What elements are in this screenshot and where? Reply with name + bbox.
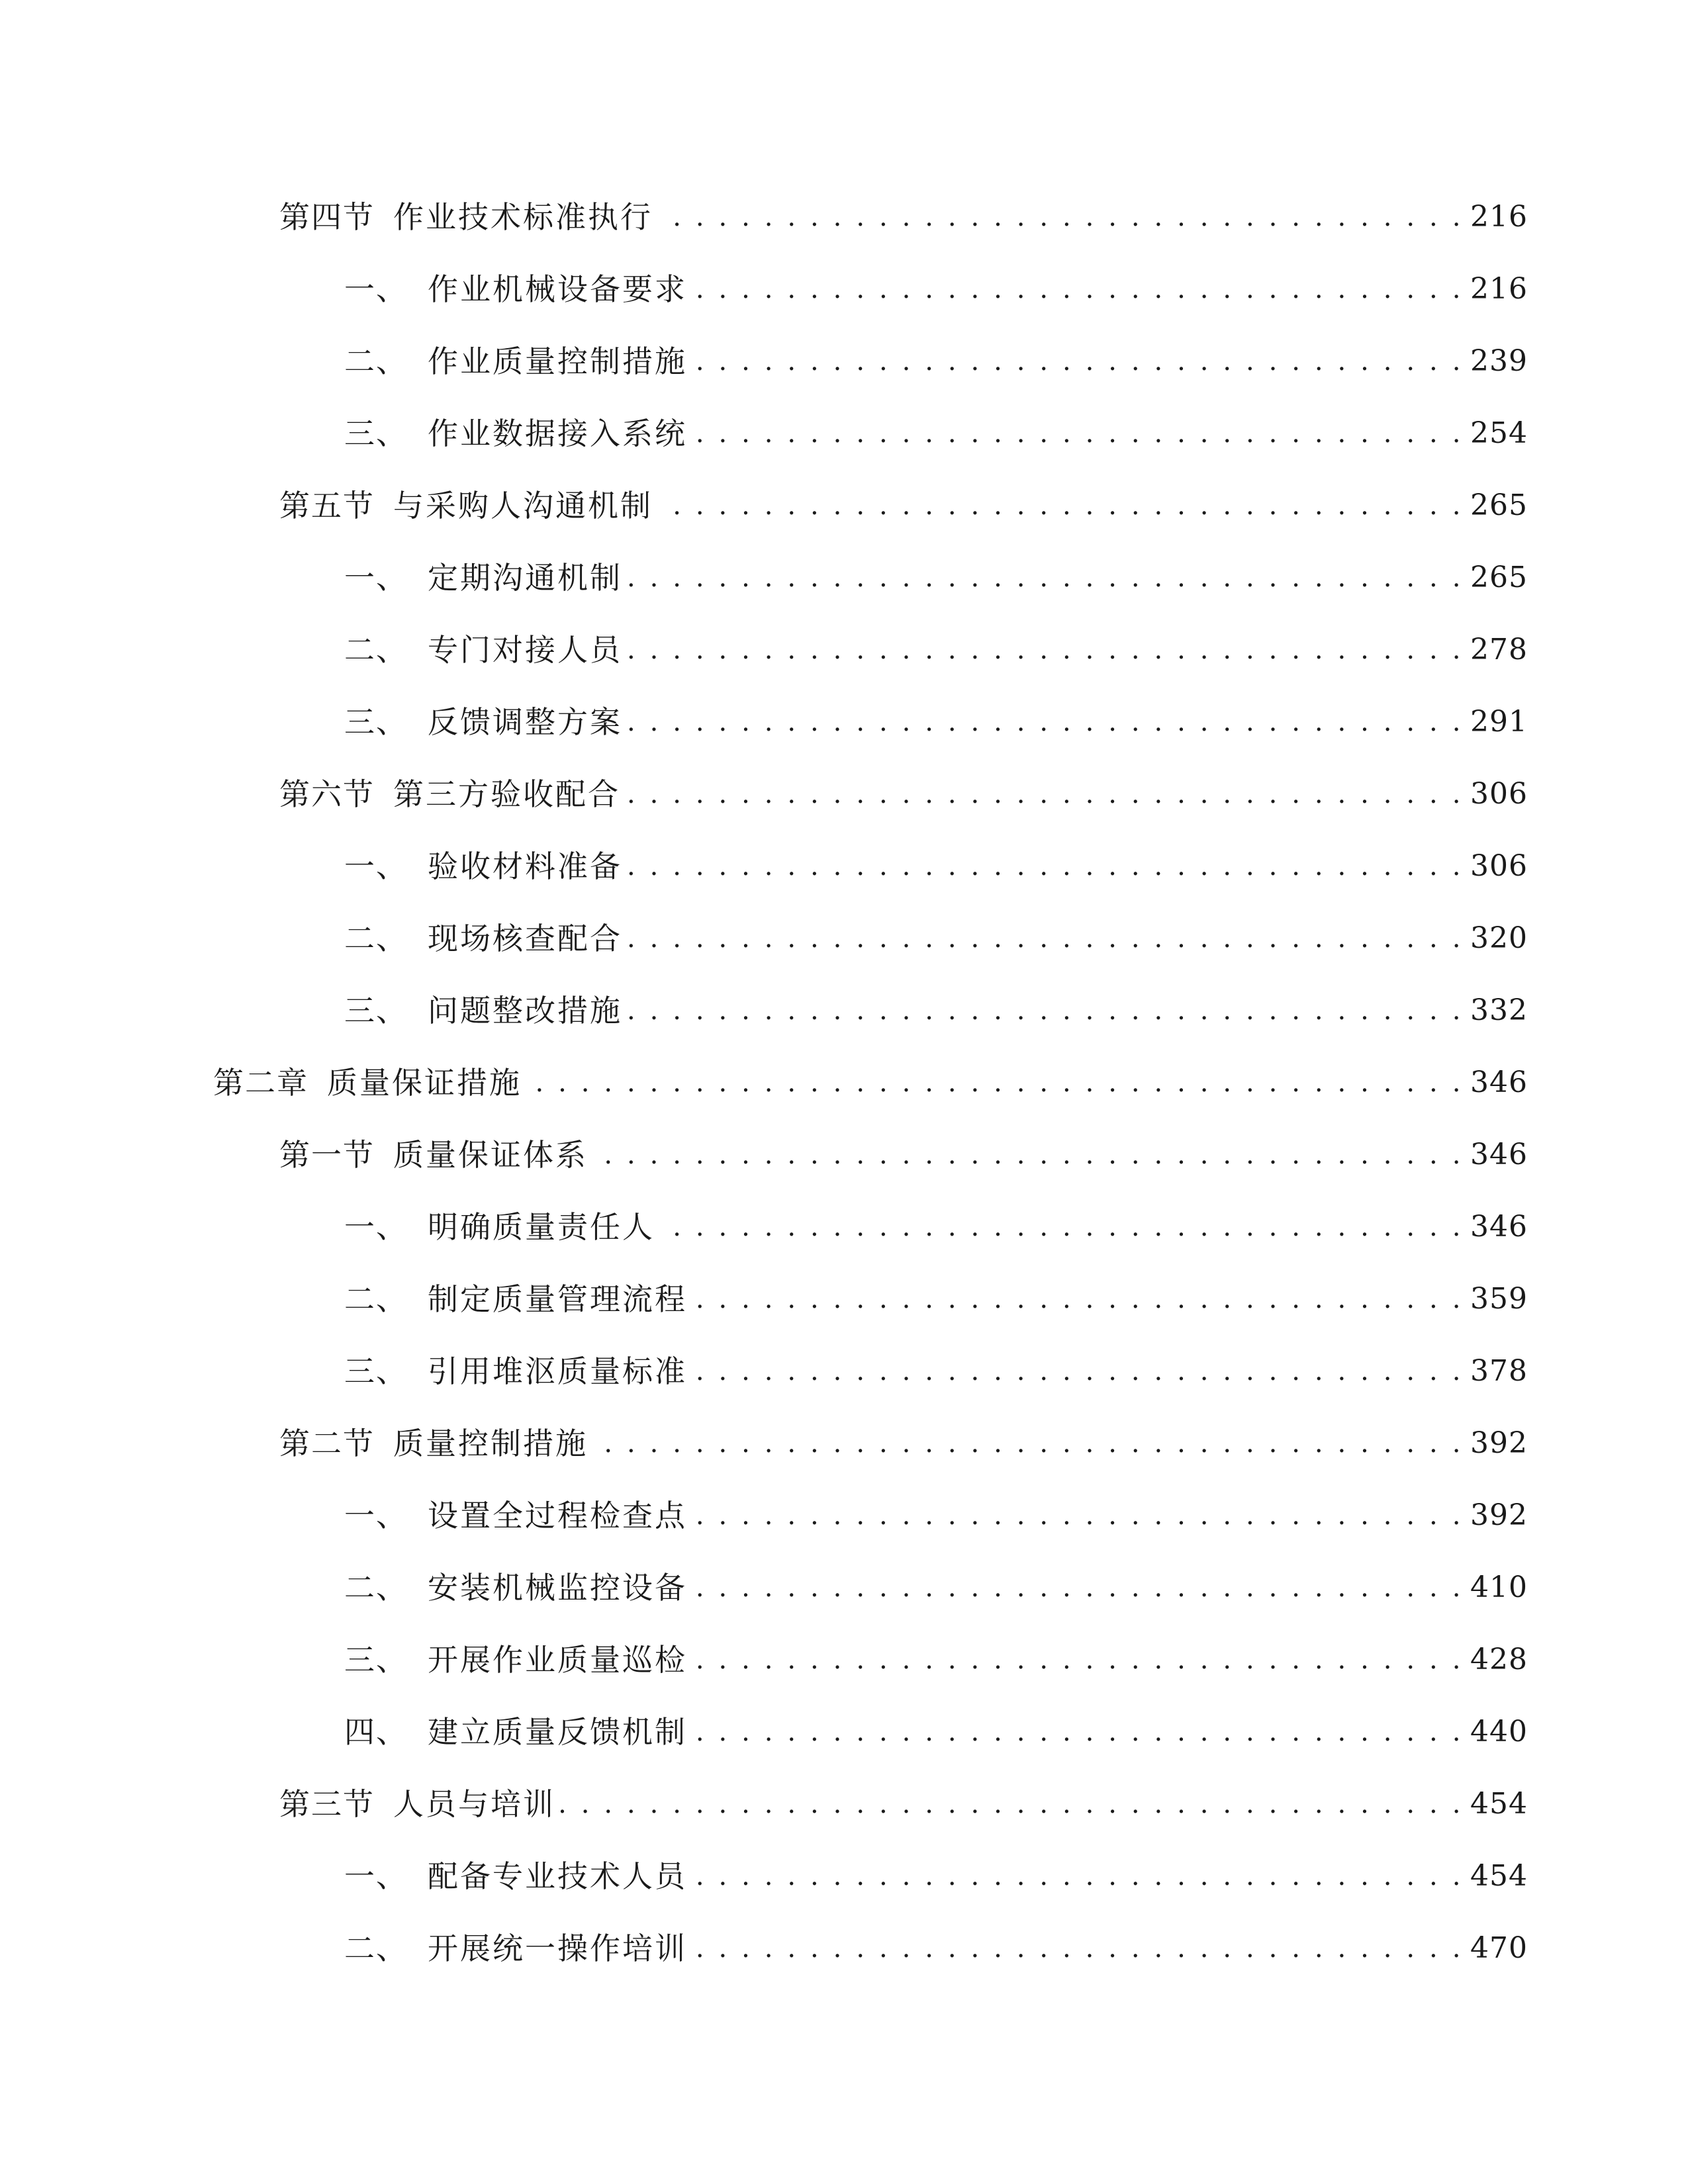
toc-entry-title: 作业质量控制措施 — [428, 343, 687, 379]
dot-leader — [692, 1633, 1464, 1686]
toc-entry-title: 现场核查配合 — [428, 921, 622, 956]
toc-entry-number: 三、 — [344, 416, 408, 451]
toc-entry-page-number: 454 — [1470, 1787, 1528, 1821]
dot-leader — [626, 768, 1464, 821]
dot-leader — [692, 335, 1464, 388]
toc-entry[interactable] — [344, 696, 1528, 749]
toc-entry[interactable] — [344, 1633, 1528, 1686]
toc-entry[interactable] — [344, 1706, 1528, 1758]
toc-entry-number: 二、 — [344, 1281, 408, 1317]
toc-entry-number: 三、 — [344, 1642, 408, 1678]
toc-entry-title: 与采购人沟通机制 — [393, 488, 653, 523]
toc-entry-number: 二、 — [344, 632, 408, 668]
toc-entry-title: 设置全过程检查点 — [428, 1498, 687, 1533]
toc-entry-number: 第四节 — [279, 199, 375, 235]
toc-entry-number: 二、 — [344, 343, 408, 379]
dot-leader — [692, 1489, 1464, 1542]
toc-entry-number: 四、 — [344, 1714, 408, 1750]
toc-entry-page-number: 428 — [1470, 1643, 1528, 1676]
toc-entry[interactable] — [279, 768, 1528, 821]
dot-leader — [628, 551, 1464, 604]
toc-entry-number: 第三节 — [279, 1786, 375, 1822]
toc-entry-page-number: 291 — [1470, 705, 1528, 739]
toc-entry-title: 开展作业质量巡检 — [428, 1642, 687, 1678]
dot-leader — [692, 1922, 1464, 1975]
toc-entry[interactable] — [279, 191, 1528, 244]
toc-entry-title: 作业技术标准执行 — [393, 199, 653, 235]
toc-entry-number: 第二节 — [279, 1426, 375, 1461]
toc-entry-number: 第二章 — [213, 1065, 308, 1101]
dot-leader — [692, 1850, 1464, 1903]
toc-entry-number: 一、 — [344, 560, 408, 596]
toc-entry-title: 安装机械监控设备 — [428, 1570, 687, 1606]
dot-leader — [692, 1345, 1464, 1398]
toc-entry-title: 人员与培训 — [393, 1786, 555, 1822]
dot-leader — [628, 623, 1464, 676]
toc-entry[interactable] — [344, 1273, 1528, 1326]
toc-entry[interactable] — [344, 1345, 1528, 1398]
dot-leader — [658, 479, 1464, 532]
toc-entry-page-number: 216 — [1470, 272, 1528, 306]
toc-entry-number: 一、 — [344, 271, 408, 307]
dot-leader — [527, 1056, 1464, 1109]
dot-leader — [561, 1778, 1464, 1831]
toc-entry[interactable] — [344, 1922, 1528, 1975]
toc-entry-title: 作业数据接入系统 — [428, 416, 687, 451]
dot-leader — [628, 840, 1464, 893]
dot-leader — [628, 696, 1464, 749]
toc-entry-page-number: 320 — [1470, 921, 1528, 955]
toc-entry[interactable] — [279, 479, 1528, 532]
toc-entry[interactable] — [279, 1778, 1528, 1831]
toc-entry[interactable] — [344, 840, 1528, 893]
toc-entry-page-number: 378 — [1470, 1354, 1528, 1388]
toc-entry[interactable] — [344, 1201, 1528, 1253]
toc-entry-title: 配备专业技术人员 — [428, 1858, 687, 1894]
toc-entry-page-number: 440 — [1470, 1715, 1528, 1749]
toc-entry-title: 反馈调整方案 — [428, 704, 622, 740]
dot-leader — [593, 1128, 1464, 1181]
toc-entry-page-number: 216 — [1470, 200, 1528, 234]
toc-entry-title: 作业机械设备要求 — [428, 271, 687, 307]
toc-entry[interactable] — [279, 1128, 1528, 1181]
toc-entry[interactable] — [213, 1056, 1528, 1109]
toc-entry[interactable] — [344, 263, 1528, 316]
toc-entry-page-number: 454 — [1470, 1859, 1528, 1893]
toc-entry-title: 专门对接人员 — [428, 632, 622, 668]
toc-entry-page-number: 265 — [1470, 488, 1528, 522]
toc-entry-page-number: 470 — [1470, 1931, 1528, 1965]
dot-leader — [628, 984, 1464, 1037]
toc-entry-title: 质量控制措施 — [393, 1426, 588, 1461]
toc-entry-number: 二、 — [344, 921, 408, 956]
toc-entry-number: 二、 — [344, 1570, 408, 1606]
toc-entry-title: 验收材料准备 — [428, 848, 622, 884]
toc-entry-number: 第六节 — [279, 776, 375, 812]
dot-leader — [593, 1417, 1464, 1470]
toc-entry-number: 二、 — [344, 1931, 408, 1966]
toc-entry-page-number: 346 — [1470, 1210, 1528, 1244]
toc-entry[interactable] — [344, 912, 1528, 965]
toc-entry-number: 三、 — [344, 704, 408, 740]
toc-entry-number: 三、 — [344, 1353, 408, 1389]
toc-entry-number: 一、 — [344, 848, 408, 884]
toc-entry[interactable] — [344, 1561, 1528, 1614]
toc-entry[interactable] — [344, 984, 1528, 1037]
toc-entry-number: 第五节 — [279, 488, 375, 523]
toc-entry[interactable] — [344, 623, 1528, 676]
toc-entry-page-number: 359 — [1470, 1282, 1528, 1316]
toc-entry-title: 明确质量责任人 — [428, 1209, 655, 1245]
dot-leader — [692, 1273, 1464, 1326]
dot-leader — [692, 263, 1464, 316]
dot-leader — [692, 407, 1464, 460]
toc-entry-page-number: 332 — [1470, 993, 1528, 1027]
toc-entry-page-number: 392 — [1470, 1498, 1528, 1532]
toc-entry-number: 一、 — [344, 1858, 408, 1894]
toc-entry-title: 质量保证措施 — [327, 1065, 522, 1101]
toc-entry[interactable] — [344, 551, 1528, 604]
dot-leader — [660, 1201, 1464, 1253]
dot-leader — [692, 1561, 1464, 1614]
toc-entry-page-number: 306 — [1470, 849, 1528, 883]
toc-entry-number: 第一节 — [279, 1137, 375, 1173]
toc-entry-title: 制定质量管理流程 — [428, 1281, 687, 1317]
toc-entry-page-number: 278 — [1470, 633, 1528, 666]
toc-entry[interactable] — [344, 407, 1528, 460]
toc-entry-page-number: 254 — [1470, 416, 1528, 450]
toc-entry[interactable] — [344, 1850, 1528, 1903]
toc-entry-title: 开展统一操作培训 — [428, 1931, 687, 1966]
toc-entry-page-number: 346 — [1470, 1066, 1528, 1099]
toc-entry[interactable] — [344, 1489, 1528, 1542]
dot-leader — [692, 1706, 1464, 1758]
toc-entry-number: 一、 — [344, 1498, 408, 1533]
toc-entry-title: 定期沟通机制 — [428, 560, 622, 596]
toc-entry-title: 质量保证体系 — [393, 1137, 588, 1173]
toc-entry-title: 建立质量反馈机制 — [428, 1714, 687, 1750]
dot-leader — [628, 912, 1464, 965]
toc-entry-page-number: 346 — [1470, 1138, 1528, 1171]
toc-entry-title: 问题整改措施 — [428, 993, 622, 1028]
toc-entry[interactable] — [279, 1417, 1528, 1470]
toc-entry-page-number: 306 — [1470, 777, 1528, 811]
toc-entry-title: 引用堆沤质量标准 — [428, 1353, 687, 1389]
toc-entry-title: 第三方验收配合 — [393, 776, 620, 812]
toc-entry-number: 三、 — [344, 993, 408, 1028]
toc-entry-page-number: 239 — [1470, 344, 1528, 378]
toc-entry[interactable] — [344, 335, 1528, 388]
toc-entry-page-number: 265 — [1470, 561, 1528, 594]
dot-leader — [658, 191, 1464, 244]
toc-entry-page-number: 410 — [1470, 1570, 1528, 1604]
toc-entry-number: 一、 — [344, 1209, 408, 1245]
toc-entry-page-number: 392 — [1470, 1426, 1528, 1460]
